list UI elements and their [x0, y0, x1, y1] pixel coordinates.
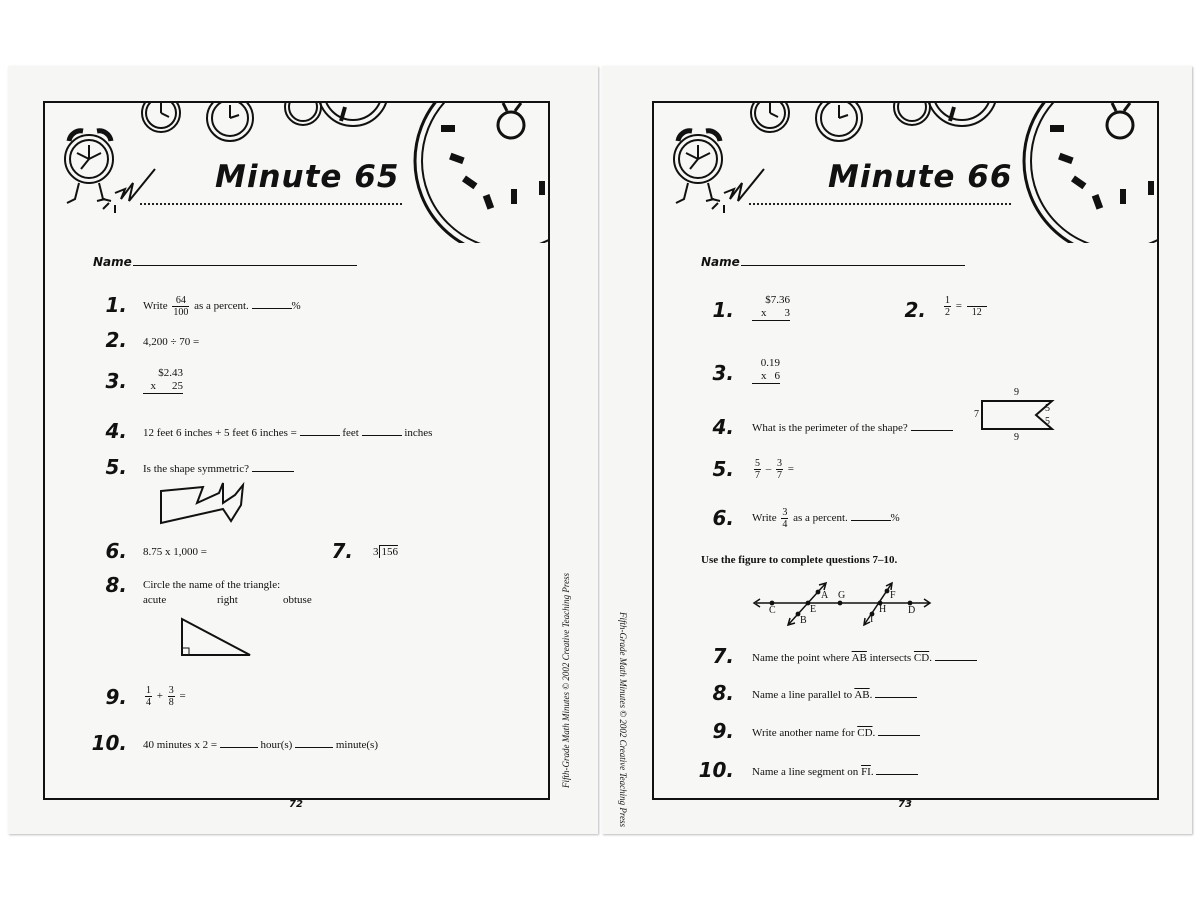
question-number: 8. [105, 573, 127, 597]
right-page-frame [652, 101, 1159, 800]
question-4: What is the perimeter of the shape? [752, 420, 953, 435]
fraction: $\frac{64}{100}$ [173, 295, 189, 318]
question-number: 10. [91, 731, 127, 755]
shape-label: 7 [974, 409, 979, 420]
answer-blank[interactable] [300, 425, 340, 436]
shape-label: 5 [1045, 403, 1050, 414]
shape-label: 9 [1014, 387, 1019, 398]
answer-blank[interactable] [295, 737, 333, 748]
question-number: 2. [904, 298, 926, 322]
point-label: B [800, 615, 807, 626]
question-9: $\frac{1}{4}$ + $\frac{3}{8}$ = [146, 685, 186, 708]
question-6: Write $\frac{3}{4}$ as a percent. % [752, 507, 900, 530]
right-triangle [178, 617, 254, 659]
answer-blank[interactable] [878, 725, 920, 736]
question-7: Name the point where $\overline{AB}$ intersects $\overline{CD}$. [752, 650, 977, 665]
point-label: E [810, 604, 817, 615]
copyright-text: Fifth-Grade Math Minutes © 2002 Creative Teaching Press [618, 612, 628, 828]
question-number: 9. [105, 685, 127, 709]
page-title: Minute 66 [828, 159, 1013, 195]
name-label: Name [701, 255, 740, 269]
question-number: 5. [712, 457, 734, 481]
option-obtuse[interactable]: obtuse [283, 594, 312, 606]
point-label: I [870, 614, 874, 625]
question-1: Write $\frac{64}{100}$ as a percent. % [143, 295, 301, 318]
question-2: 4,200 ÷ 70 = [143, 336, 200, 348]
shape-label: 9 [1014, 432, 1019, 443]
question-number: 1. [712, 298, 734, 322]
page-number: 72 [289, 799, 303, 810]
answer-blank[interactable] [876, 764, 918, 775]
question-10: Name a line segment on $\overline{FI}$. [752, 764, 918, 779]
question-5: $\frac{5}{7}$ – $\frac{3}{7}$ = [755, 458, 794, 481]
answer-blank[interactable] [911, 420, 953, 431]
question-7-division: 3 156 [373, 546, 398, 558]
left-page-frame [43, 101, 550, 800]
question-number: 6. [105, 539, 127, 563]
answer-blank[interactable] [875, 687, 917, 698]
question-number: 5. [105, 455, 127, 479]
question-number: 1. [105, 293, 127, 317]
page-title: Minute 65 [215, 159, 400, 195]
question-number: 3. [712, 361, 734, 385]
answer-blank[interactable] [220, 737, 258, 748]
option-right[interactable]: right [217, 594, 238, 606]
answer-blank[interactable] [362, 425, 402, 436]
name-field[interactable] [741, 265, 965, 266]
title-underline [749, 203, 1011, 205]
question-10: 40 minutes x 2 = hour(s) minute(s) [143, 739, 378, 751]
point-label: C [769, 605, 776, 616]
question-number: 2. [105, 328, 127, 352]
title-underline [140, 203, 402, 205]
question-8: Name a line parallel to $\overline{AB}$. [752, 687, 917, 702]
point-label: H [879, 604, 887, 615]
answer-blank[interactable] [935, 650, 977, 661]
point-label: G [838, 590, 846, 601]
copyright-text: Fifth-Grade Math Minutes © 2002 Creative Teaching Press [561, 572, 571, 788]
question-2: $\frac{1}{2}$ = 12 [942, 295, 989, 318]
question-number: 4. [105, 419, 127, 443]
page-number: 73 [898, 799, 912, 810]
question-number: 7. [331, 539, 353, 563]
option-acute[interactable]: acute [143, 594, 167, 606]
question-3-multiplication: $2.43 x 25 [143, 367, 183, 394]
question-number: 8. [712, 681, 734, 705]
question-number: 3. [105, 369, 127, 393]
question-1-multiplication: $7.36 x 3 [752, 294, 790, 321]
answer-blank[interactable] [851, 510, 891, 521]
irregular-shape [157, 481, 249, 529]
shape-label: 5 [1045, 416, 1050, 427]
question-9: Write another name for $\overline{CD}$. [752, 725, 920, 740]
question-number: 10. [698, 758, 734, 782]
answer-blank[interactable] [252, 298, 292, 309]
instruction-text: Use the figure to complete questions 7–10. [701, 554, 898, 566]
question-8: Circle the name of the triangle: [143, 579, 281, 591]
question-number: 6. [712, 506, 734, 530]
name-field[interactable] [133, 265, 357, 266]
question-5: Is the shape symmetric? [143, 461, 294, 476]
question-4: 12 feet 6 inches + 5 feet 6 inches = feet inches [143, 427, 433, 439]
name-label: Name [93, 255, 132, 269]
question-number: 7. [712, 644, 734, 668]
question-number: 9. [712, 719, 734, 743]
point-label: F [890, 590, 896, 601]
question-6: 8.75 x 1,000 = [143, 546, 207, 558]
point-label: A [821, 590, 829, 601]
question-3-multiplication: 0.19 x 6 [752, 357, 780, 384]
answer-blank[interactable] [252, 461, 294, 472]
point-label: D [908, 605, 916, 616]
question-number: 4. [712, 415, 734, 439]
